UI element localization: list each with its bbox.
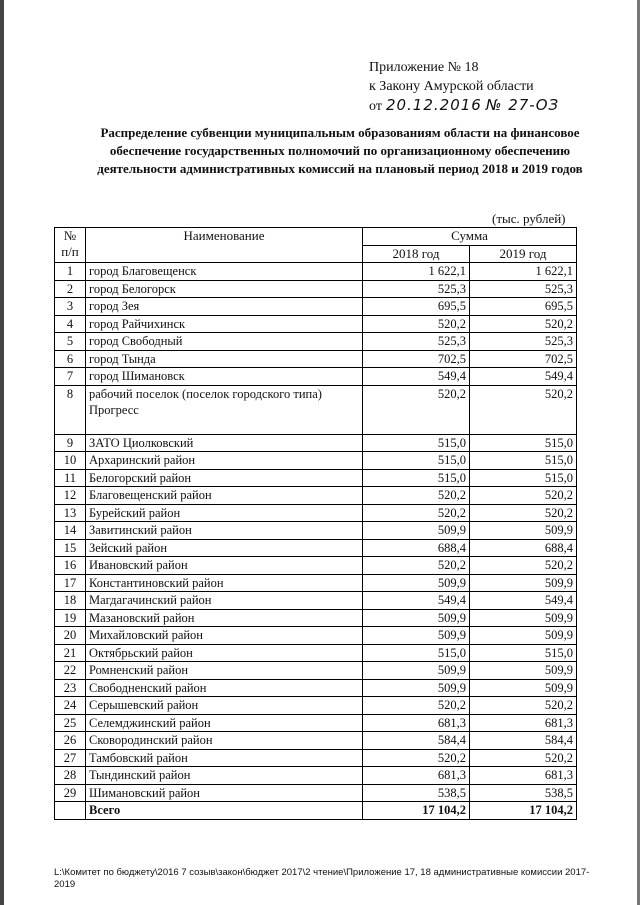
row-number: 23 [55,679,86,697]
row-name: ЗАТО Циолковский [86,434,363,452]
total-number-cell [55,802,86,820]
row-value-2019: 515,0 [470,434,577,452]
row-value-2019: 520,2 [470,385,577,434]
row-value-2018: 509,9 [363,627,470,645]
table-row [55,350,577,368]
row-name: Селемджинский район [86,714,363,732]
row-value-2019: 520,2 [470,557,577,575]
row-name: Октябрьский район [86,644,363,662]
table-row [55,732,577,750]
row-number: 4 [55,315,86,333]
row-name: город Зея [86,298,363,316]
table-row [55,697,577,715]
row-number: 27 [55,749,86,767]
row-number: 25 [55,714,86,732]
row-value-2019: 520,2 [470,697,577,715]
row-value-2019: 695,5 [470,298,577,316]
row-number: 8 [55,385,86,434]
row-name: Ромненский район [86,662,363,680]
row-name: Мазановский район [86,609,363,627]
row-name: город Тында [86,350,363,368]
row-value-2019: 520,2 [470,315,577,333]
row-name: Ивановский район [86,557,363,575]
row-name: Магдагачинский район [86,592,363,610]
row-value-2018: 688,4 [363,539,470,557]
document-title: Распределение субвенции муниципальным образованиям области на финансовое обеспечение государственных полномочий по организационному обеспечению деятельности административных комиссий на плановый период 2018 и 2019 годов [97,125,583,176]
table-row [55,749,577,767]
table-row [55,434,577,452]
row-number: 1 [55,263,86,281]
header-year-2019: 2019 год [470,245,577,263]
row-number: 5 [55,333,86,351]
table-row [55,592,577,610]
row-value-2018: 538,5 [363,784,470,802]
row-value-2019: 509,9 [470,574,577,592]
row-value-2019: 509,9 [470,679,577,697]
header-sum: Сумма [363,228,577,246]
table-row [55,679,577,697]
row-value-2018: 520,2 [363,504,470,522]
row-value-2019: 509,9 [470,662,577,680]
row-value-2018: 520,2 [363,697,470,715]
row-number: 12 [55,487,86,505]
row-value-2018: 509,9 [363,574,470,592]
scan-edge-left [0,0,4,905]
table-row [55,263,577,281]
row-number: 2 [55,280,86,298]
row-value-2019: 515,0 [470,644,577,662]
table-row [55,452,577,470]
row-name: Благовещенский район [86,487,363,505]
row-value-2019: 549,4 [470,592,577,610]
row-value-2018: 515,0 [363,469,470,487]
row-name: рабочий поселок (поселок городского типа) Прогресс [86,385,363,434]
row-value-2018: 509,9 [363,679,470,697]
row-value-2019: 688,4 [470,539,577,557]
row-value-2019: 681,3 [470,714,577,732]
row-value-2018: 509,9 [363,609,470,627]
row-value-2018: 520,2 [363,385,470,434]
table-row [55,315,577,333]
table-row [55,627,577,645]
total-row [55,802,577,820]
row-number: 24 [55,697,86,715]
row-name: Зейский район [86,539,363,557]
table-row [55,469,577,487]
row-value-2018: 515,0 [363,434,470,452]
row-value-2019: 515,0 [470,452,577,470]
row-name: город Шимановск [86,368,363,386]
row-name: Белогорский район [86,469,363,487]
total-label: Всего [86,802,363,820]
row-value-2019: 549,4 [470,368,577,386]
row-value-2019: 702,5 [470,350,577,368]
table-row [55,609,577,627]
handwritten-date: 20.12.2016 [385,96,482,114]
appendix-header [369,58,559,116]
row-name: Тамбовский район [86,749,363,767]
table-row [55,522,577,540]
row-number: 19 [55,609,86,627]
file-path-footer: L:\Комитет по бюджету\2016 7 созыв\закон\бюджет 2017\2 чтение\Приложение 17, 18 административные комиссии 2017-2019 [54,867,590,890]
table-row [55,504,577,522]
subvention-table [54,227,577,820]
row-number: 11 [55,469,86,487]
row-value-2018: 520,2 [363,315,470,333]
total-2019: 17 104,2 [470,802,577,820]
row-number: 6 [55,350,86,368]
row-value-2019: 525,3 [470,280,577,298]
row-name: город Райчихинск [86,315,363,333]
table-row [55,784,577,802]
table-row [55,557,577,575]
appendix-number: Приложение № 18 [369,60,479,75]
row-number: 28 [55,767,86,785]
table-row [55,487,577,505]
table-row [55,333,577,351]
row-name: Сковородинский район [86,732,363,750]
row-value-2019: 520,2 [470,504,577,522]
row-value-2019: 509,9 [470,522,577,540]
row-number: 7 [55,368,86,386]
row-value-2018: 520,2 [363,749,470,767]
row-value-2018: 515,0 [363,644,470,662]
handwritten-number: № 27-ОЗ [485,96,560,114]
row-number: 20 [55,627,86,645]
table-row [55,574,577,592]
row-name: Михайловский район [86,627,363,645]
table-row [55,714,577,732]
table-row [55,298,577,316]
row-value-2019: 509,9 [470,627,577,645]
row-value-2019: 1 622,1 [470,263,577,281]
row-name: Завитинский район [86,522,363,540]
row-name: Константиновский район [86,574,363,592]
row-number: 9 [55,434,86,452]
row-number: 29 [55,784,86,802]
row-value-2018: 520,2 [363,487,470,505]
row-value-2019: 515,0 [470,469,577,487]
table-row [55,539,577,557]
row-value-2019: 584,4 [470,732,577,750]
row-name: город Свободный [86,333,363,351]
row-value-2018: 681,3 [363,767,470,785]
table-row [55,385,577,434]
row-value-2019: 520,2 [470,487,577,505]
row-value-2018: 515,0 [363,452,470,470]
header-name: Наименование [86,228,363,263]
row-number: 14 [55,522,86,540]
row-value-2018: 549,4 [363,368,470,386]
date-line [369,96,559,116]
row-value-2018: 1 622,1 [363,263,470,281]
row-value-2019: 520,2 [470,749,577,767]
date-prefix: от [369,99,382,114]
row-number: 18 [55,592,86,610]
row-value-2019: 525,3 [470,333,577,351]
row-value-2018: 509,9 [363,522,470,540]
table-row [55,644,577,662]
header-number: № п/п [55,228,86,263]
row-value-2018: 520,2 [363,557,470,575]
row-number: 10 [55,452,86,470]
row-name: город Благовещенск [86,263,363,281]
table-body [55,263,577,820]
row-value-2018: 702,5 [363,350,470,368]
row-name: Тындинский район [86,767,363,785]
law-reference: к Закону Амурской области [369,79,534,94]
row-name: Шимановский район [86,784,363,802]
row-number: 26 [55,732,86,750]
table-row [55,280,577,298]
row-value-2018: 525,3 [363,280,470,298]
table-row [55,368,577,386]
row-value-2018: 525,3 [363,333,470,351]
row-value-2019: 681,3 [470,767,577,785]
table-row [55,662,577,680]
row-number: 16 [55,557,86,575]
row-number: 17 [55,574,86,592]
row-name: Бурейский район [86,504,363,522]
row-name: Архаринский район [86,452,363,470]
row-value-2018: 695,5 [363,298,470,316]
row-value-2019: 509,9 [470,609,577,627]
units-label: (тыс. рублей) [492,211,566,226]
row-number: 3 [55,298,86,316]
row-name: город Белогорск [86,280,363,298]
row-name: Свободненский район [86,679,363,697]
row-value-2019: 538,5 [470,784,577,802]
row-value-2018: 509,9 [363,662,470,680]
row-name: Серышевский район [86,697,363,715]
row-number: 22 [55,662,86,680]
row-value-2018: 549,4 [363,592,470,610]
table-row [55,767,577,785]
header-year-2018: 2018 год [363,245,470,263]
row-value-2018: 681,3 [363,714,470,732]
row-value-2018: 584,4 [363,732,470,750]
row-number: 15 [55,539,86,557]
row-number: 13 [55,504,86,522]
total-2018: 17 104,2 [363,802,470,820]
row-number: 21 [55,644,86,662]
